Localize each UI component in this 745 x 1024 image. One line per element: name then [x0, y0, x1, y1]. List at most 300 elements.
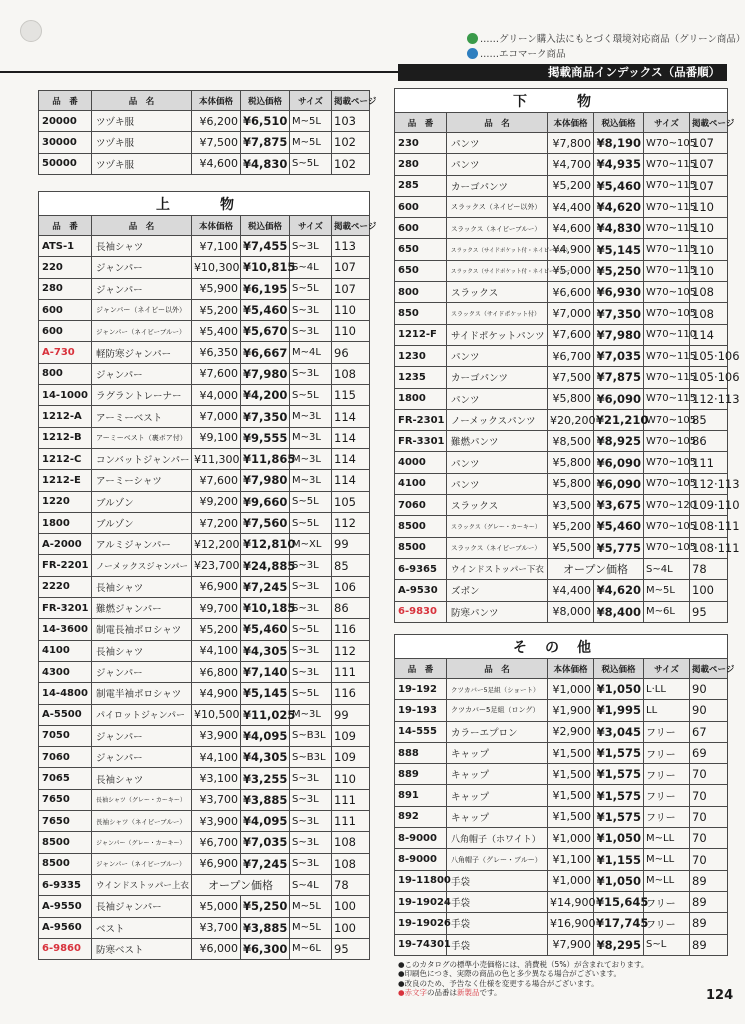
- item-name: スラックス（ネイビーブルー）: [447, 537, 548, 558]
- item-page: 95: [332, 938, 370, 959]
- header-name: 品 名: [92, 216, 192, 236]
- header-code: 品 番: [395, 659, 447, 679]
- item-code: 600: [39, 299, 92, 320]
- item-tax-price: ¥6,930: [594, 282, 644, 303]
- item-price: ¥5,800: [548, 452, 594, 473]
- item-page: 67: [690, 721, 728, 742]
- table-row: [395, 913, 728, 934]
- table-row: [39, 534, 370, 555]
- item-price: ¥3,700: [192, 917, 241, 938]
- item-tax-price: ¥7,245: [241, 853, 290, 874]
- item-name: パンツ: [447, 345, 548, 366]
- header-name: 品 名: [92, 91, 192, 111]
- item-page: 110: [332, 321, 370, 342]
- item-tax-price: ¥6,090: [594, 473, 644, 494]
- item-page: 112·113: [690, 473, 728, 494]
- table-row: [395, 282, 728, 303]
- table-row: [39, 363, 370, 384]
- item-price: ¥6,600: [548, 282, 594, 303]
- item-tax-price: ¥3,045: [594, 721, 644, 742]
- item-page: 107: [332, 257, 370, 278]
- table-row: [395, 891, 728, 912]
- item-tax-price: ¥7,140: [241, 661, 290, 682]
- item-code: 230: [395, 133, 447, 154]
- item-price: ¥5,200: [192, 299, 241, 320]
- header-page: 掲載ページ: [690, 659, 728, 679]
- item-size: M~LL: [644, 828, 690, 849]
- item-price: ¥5,000: [192, 896, 241, 917]
- item-tax-price: ¥7,350: [241, 406, 290, 427]
- table-row: [39, 470, 370, 491]
- footnote-red-suffix: です。: [479, 987, 502, 997]
- item-page: 85: [690, 409, 728, 430]
- item-name: スラックス（ネイビー以外）: [447, 196, 548, 217]
- item-name: 長袖シャツ: [92, 640, 192, 661]
- item-page: 108·111: [690, 537, 728, 558]
- table-top: [38, 90, 377, 175]
- item-size: S~5L: [290, 512, 332, 533]
- item-price: ¥7,600: [192, 470, 241, 491]
- table-row: [39, 874, 370, 895]
- table-row: [39, 512, 370, 533]
- table-row: [39, 811, 370, 832]
- item-price: ¥10,500: [192, 704, 241, 725]
- index-banner: 掲載商品インデックス（品番順）: [398, 64, 727, 81]
- table-row: [395, 409, 728, 430]
- item-code: 280: [39, 278, 92, 299]
- item-code: 1212-C: [39, 448, 92, 469]
- item-name: 長袖シャツ（ネイビーブルー）: [92, 811, 192, 832]
- item-name: ノーメックスパンツ: [447, 409, 548, 430]
- item-code: 1800: [39, 512, 92, 533]
- item-name: 難燃パンツ: [447, 431, 548, 452]
- table-row: [395, 601, 728, 622]
- item-code: 1235: [395, 367, 447, 388]
- item-page: 114: [332, 448, 370, 469]
- item-size: S~3L: [290, 576, 332, 597]
- table-row: [39, 661, 370, 682]
- item-price: ¥5,200: [192, 619, 241, 640]
- item-price: ¥20,200: [548, 409, 594, 430]
- item-tax-price: ¥7,980: [594, 324, 644, 345]
- table-row: [39, 111, 370, 132]
- binder-hole-top: [20, 20, 42, 42]
- item-price: ¥6,700: [192, 832, 241, 853]
- item-size: W70~105: [644, 431, 690, 452]
- item-size: M~6L: [644, 601, 690, 622]
- table-row: [395, 175, 728, 196]
- item-size: W70~115: [644, 175, 690, 196]
- item-page: 116: [332, 683, 370, 704]
- item-code: 14-4800: [39, 683, 92, 704]
- item-price: ¥7,000: [548, 303, 594, 324]
- table-row: [395, 742, 728, 763]
- item-code: 600: [39, 321, 92, 342]
- item-tax-price: ¥4,620: [594, 196, 644, 217]
- table-row: [395, 154, 728, 175]
- table-header-row: [39, 91, 370, 111]
- item-name: パイロットジャンパー: [92, 704, 192, 725]
- table-row: [39, 299, 370, 320]
- item-tax-price: ¥1,575: [594, 785, 644, 806]
- item-page: 107: [690, 154, 728, 175]
- item-page: 114: [332, 470, 370, 491]
- item-page: 78: [690, 558, 728, 579]
- table-row: [39, 132, 370, 153]
- item-name: スラックス（サイドポケット付）: [447, 303, 548, 324]
- item-size: W70~115: [644, 196, 690, 217]
- item-tax-price: ¥5,460: [241, 299, 290, 320]
- item-size: W70~105: [644, 516, 690, 537]
- table-row: [39, 257, 370, 278]
- header-code: 品 番: [39, 91, 92, 111]
- item-tax-price: ¥10,185: [241, 598, 290, 619]
- header-price: 本体価格: [548, 659, 594, 679]
- item-code: 280: [395, 154, 447, 175]
- item-price: ¥4,100: [192, 747, 241, 768]
- table-row: [39, 768, 370, 789]
- item-price: ¥6,900: [192, 576, 241, 597]
- item-size: M~LL: [644, 870, 690, 891]
- table-row: [395, 934, 728, 955]
- item-code: 6-9830: [395, 601, 447, 622]
- item-price: ¥4,000: [192, 385, 241, 406]
- item-tax-price: ¥17,745: [594, 913, 644, 934]
- item-name: ノーメックスジャンパー: [92, 555, 192, 576]
- item-code: 4100: [395, 473, 447, 494]
- item-code: FR-2301: [395, 409, 447, 430]
- item-name: アーミーシャツ: [92, 470, 192, 491]
- item-page: 105·106: [690, 345, 728, 366]
- item-page: 89: [690, 891, 728, 912]
- item-tax-price: ¥3,885: [241, 917, 290, 938]
- item-tax-price: ¥5,250: [594, 260, 644, 281]
- item-tax-price: ¥4,305: [241, 747, 290, 768]
- table-row: [395, 367, 728, 388]
- item-page: 102: [332, 132, 370, 153]
- table-row: [39, 448, 370, 469]
- item-tax-price: ¥3,885: [241, 789, 290, 810]
- table-row: [395, 452, 728, 473]
- item-price: ¥8,000: [548, 601, 594, 622]
- item-code: 14-1000: [39, 385, 92, 406]
- item-code: 4000: [395, 452, 447, 473]
- item-size: M~3L: [290, 406, 332, 427]
- item-tax-price: ¥11,865: [241, 448, 290, 469]
- item-name: スラックス: [447, 282, 548, 303]
- item-code: 7650: [39, 789, 92, 810]
- item-page: 102: [332, 153, 370, 174]
- section-title-row: [395, 635, 728, 659]
- item-code: 8-9000: [395, 849, 447, 870]
- item-price: ¥1,000: [548, 679, 594, 700]
- item-code: 889: [395, 764, 447, 785]
- item-name: 長袖ジャンパー: [92, 896, 192, 917]
- table-row: [39, 385, 370, 406]
- item-tax-price: ¥7,875: [594, 367, 644, 388]
- item-tax-price: ¥15,645: [594, 891, 644, 912]
- item-size: W70~105: [644, 452, 690, 473]
- item-page: 69: [690, 742, 728, 763]
- table-row: [395, 431, 728, 452]
- table-header-row: [395, 113, 728, 133]
- item-tax-price: ¥8,925: [594, 431, 644, 452]
- item-name: サイドポケットパンツ: [447, 324, 548, 345]
- item-size: フリー: [644, 806, 690, 827]
- item-price: ¥4,700: [548, 154, 594, 175]
- item-price: ¥5,800: [548, 473, 594, 494]
- item-code: ATS-1: [39, 236, 92, 257]
- item-tax-price: ¥4,095: [241, 725, 290, 746]
- item-name: カーゴパンツ: [447, 175, 548, 196]
- item-page: 111: [332, 789, 370, 810]
- table-row: [39, 576, 370, 597]
- item-price: ¥7,500: [192, 132, 241, 153]
- item-tax-price: ¥24,885: [241, 555, 290, 576]
- item-tax-price: ¥6,195: [241, 278, 290, 299]
- item-size: LL: [644, 700, 690, 721]
- item-page: 78: [332, 874, 370, 895]
- item-page: 111: [332, 661, 370, 682]
- section-lower-title: 下 物: [395, 89, 728, 113]
- item-size: W70~105: [644, 409, 690, 430]
- item-tax-price: ¥12,810: [241, 534, 290, 555]
- header-tax-price: 税込価格: [241, 216, 290, 236]
- item-price: ¥9,200: [192, 491, 241, 512]
- item-size: M~5L: [290, 132, 332, 153]
- item-tax-price: ¥1,575: [594, 764, 644, 785]
- item-size: W70~115: [644, 218, 690, 239]
- item-size: W70~110: [644, 324, 690, 345]
- item-size: M~XL: [290, 534, 332, 555]
- footnote-new-products: [398, 988, 648, 997]
- item-page: 110: [690, 260, 728, 281]
- item-price: ¥7,600: [192, 363, 241, 384]
- item-price: ¥1,500: [548, 742, 594, 763]
- item-size: S~B3L: [290, 725, 332, 746]
- item-code: 1212-F: [395, 324, 447, 345]
- item-tax-price: ¥7,560: [241, 512, 290, 533]
- item-tax-price: ¥8,190: [594, 133, 644, 154]
- item-tax-price: ¥4,095: [241, 811, 290, 832]
- item-code: 7050: [39, 725, 92, 746]
- item-size: W70~115: [644, 367, 690, 388]
- item-price: ¥6,000: [192, 938, 241, 959]
- item-page: 100: [332, 896, 370, 917]
- table-row: [395, 388, 728, 409]
- table-row: [395, 700, 728, 721]
- item-name: ズボン: [447, 580, 548, 601]
- item-tax-price: ¥6,667: [241, 342, 290, 363]
- item-price: ¥7,100: [192, 236, 241, 257]
- item-tax-price: ¥4,305: [241, 640, 290, 661]
- item-tax-price: ¥4,200: [241, 385, 290, 406]
- item-name: キャップ: [447, 806, 548, 827]
- item-page: 112·113: [690, 388, 728, 409]
- item-code: 7650: [39, 811, 92, 832]
- item-page: 114: [332, 406, 370, 427]
- item-tax-price: ¥9,555: [241, 427, 290, 448]
- item-code: 14-3600: [39, 619, 92, 640]
- header-page: 掲載ページ: [332, 91, 370, 111]
- item-name: ブルゾン: [92, 512, 192, 533]
- legend-green-text: ……グリーン購入法にもとづく環境対応商品（グリーン商品）: [480, 34, 745, 45]
- item-size: W70~105: [644, 282, 690, 303]
- item-code: 19-192: [395, 679, 447, 700]
- item-size: W70~115: [644, 345, 690, 366]
- item-price: ¥5,400: [192, 321, 241, 342]
- item-code: A-9530: [395, 580, 447, 601]
- item-page: 103: [332, 111, 370, 132]
- table-row: [395, 828, 728, 849]
- item-code: 650: [395, 260, 447, 281]
- header-tax-price: 税込価格: [594, 659, 644, 679]
- item-tax-price: ¥1,575: [594, 806, 644, 827]
- item-code: 6-9860: [39, 938, 92, 959]
- item-page: 110: [690, 218, 728, 239]
- open-price: オープン価格: [548, 558, 644, 579]
- header-tax-price: 税込価格: [594, 113, 644, 133]
- item-price: ¥4,100: [192, 640, 241, 661]
- item-tax-price: ¥3,675: [594, 495, 644, 516]
- item-price: ¥6,350: [192, 342, 241, 363]
- item-code: 600: [395, 196, 447, 217]
- item-page: 108: [690, 282, 728, 303]
- table-row: [39, 555, 370, 576]
- header-tax-price: 税込価格: [241, 91, 290, 111]
- item-name: カラーエプロン: [447, 721, 548, 742]
- item-code: 1212-A: [39, 406, 92, 427]
- item-name: 難燃ジャンパー: [92, 598, 192, 619]
- item-code: 7060: [39, 747, 92, 768]
- item-tax-price: ¥7,980: [241, 363, 290, 384]
- item-size: S~3L: [290, 299, 332, 320]
- item-page: 70: [690, 806, 728, 827]
- item-size: W70~120: [644, 495, 690, 516]
- item-name: ラグラントレーナー: [92, 385, 192, 406]
- item-price: ¥12,200: [192, 534, 241, 555]
- item-name: パンツ: [447, 473, 548, 494]
- table-row: [39, 853, 370, 874]
- item-price: ¥4,900: [548, 239, 594, 260]
- item-size: S~3L: [290, 640, 332, 661]
- item-size: S~5L: [290, 683, 332, 704]
- item-price: ¥14,900: [548, 891, 594, 912]
- item-name: ベスト: [92, 917, 192, 938]
- footnote-red-mid: の品番は: [427, 987, 458, 997]
- item-size: フリー: [644, 742, 690, 763]
- item-code: 800: [39, 363, 92, 384]
- item-price: ¥7,200: [192, 512, 241, 533]
- item-tax-price: ¥4,830: [594, 218, 644, 239]
- item-page: 111: [332, 811, 370, 832]
- item-page: 112: [332, 640, 370, 661]
- item-size: フリー: [644, 785, 690, 806]
- legend-eco: [467, 46, 566, 60]
- item-price: ¥5,000: [548, 260, 594, 281]
- table-row: [39, 619, 370, 640]
- item-size: M~6L: [290, 938, 332, 959]
- item-tax-price: ¥4,620: [594, 580, 644, 601]
- item-name: アーミーベスト（裏ボア付）: [92, 427, 192, 448]
- item-name: ジャンパー: [92, 363, 192, 384]
- item-name: 防寒パンツ: [447, 601, 548, 622]
- item-tax-price: ¥6,300: [241, 938, 290, 959]
- item-size: W70~115: [644, 239, 690, 260]
- item-name: パンツ: [447, 154, 548, 175]
- item-page: 107: [690, 133, 728, 154]
- table-row: [395, 516, 728, 537]
- item-page: 111: [690, 452, 728, 473]
- item-price: ¥10,300: [192, 257, 241, 278]
- page-number: 124: [706, 988, 734, 1003]
- item-name: スラックス（サイドポケット付・ネイビーブルー）: [447, 260, 548, 281]
- table-row: [395, 218, 728, 239]
- item-tax-price: ¥5,145: [594, 239, 644, 260]
- item-price: ¥16,900: [548, 913, 594, 934]
- item-size: W70~115: [644, 388, 690, 409]
- item-tax-price: ¥4,935: [594, 154, 644, 175]
- item-code: 8500: [39, 853, 92, 874]
- table-row: [395, 679, 728, 700]
- header-name: 品 名: [447, 659, 548, 679]
- item-code: A-730: [39, 342, 92, 363]
- item-price: ¥6,200: [192, 111, 241, 132]
- item-name: アーミーベスト: [92, 406, 192, 427]
- item-code: 19-193: [395, 700, 447, 721]
- item-size: S~3L: [290, 555, 332, 576]
- item-code: A-9560: [39, 917, 92, 938]
- item-name: ツヅキ服: [92, 111, 192, 132]
- item-price: ¥1,000: [548, 870, 594, 891]
- item-name: 防寒ベスト: [92, 938, 192, 959]
- item-name: 八角帽子（ホワイト）: [447, 828, 548, 849]
- item-page: 100: [332, 917, 370, 938]
- item-code: 19-74301: [395, 934, 447, 955]
- item-name: ジャンパー: [92, 747, 192, 768]
- item-price: ¥4,600: [192, 153, 241, 174]
- item-price: ¥4,400: [548, 580, 594, 601]
- item-tax-price: ¥21,210: [594, 409, 644, 430]
- item-size: M~3L: [290, 704, 332, 725]
- item-tax-price: ¥1,050: [594, 870, 644, 891]
- item-price: ¥4,600: [548, 218, 594, 239]
- item-name: 手袋: [447, 934, 548, 955]
- table-row: [39, 153, 370, 174]
- item-size: W70~105: [644, 473, 690, 494]
- item-tax-price: ¥7,350: [594, 303, 644, 324]
- item-tax-price: ¥7,035: [241, 832, 290, 853]
- item-code: 891: [395, 785, 447, 806]
- section-other-title: その他: [395, 635, 728, 659]
- item-size: S~3L: [290, 768, 332, 789]
- item-price: ¥3,700: [192, 789, 241, 810]
- item-page: 70: [690, 764, 728, 785]
- item-tax-price: ¥6,510: [241, 111, 290, 132]
- item-name: キャップ: [447, 764, 548, 785]
- item-size: M~3L: [290, 470, 332, 491]
- table-row: [395, 473, 728, 494]
- item-code: 600: [395, 218, 447, 239]
- item-size: フリー: [644, 721, 690, 742]
- item-code: 6-9365: [395, 558, 447, 579]
- item-name: ジャンパー（ネイビーブルー）: [92, 321, 192, 342]
- item-price: ¥5,200: [548, 516, 594, 537]
- item-name: 長袖シャツ: [92, 236, 192, 257]
- item-size: M~3L: [290, 448, 332, 469]
- item-tax-price: ¥4,830: [241, 153, 290, 174]
- item-page: 110: [690, 196, 728, 217]
